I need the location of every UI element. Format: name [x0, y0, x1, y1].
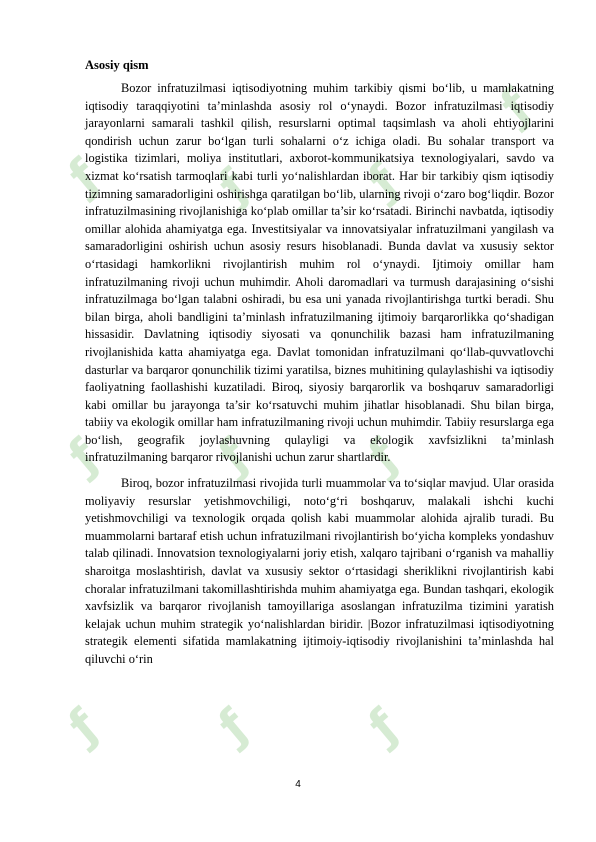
- watermark-glyph: ƒ: [207, 428, 259, 483]
- watermark-glyph: ƒ: [57, 428, 109, 483]
- document-body: [85, 56, 554, 669]
- watermark-glyph: ƒ: [57, 148, 109, 203]
- watermark-glyph: ƒ: [207, 158, 259, 213]
- body-paragraph: Bozor infratuzilmasi iqtisodiyotning muhim tarkibiy qismi bo‘lib, u mamlakatning iqtisodiy taraqqiyotini ta’minlashda asosiy rol o‘ynaydi. Bozor infratuzilmasi iqtisodiy jarayonlarni samarali tashkil qilish, resurslarni optimal taqsimlash va aholi ehtiyojlarini qondirish uchun zarur bo‘lgan turli sohalarni o‘z ichiga oladi. Bu sohalar transport va logistika tizimlari, moliya institutlari, axborot-kommunikatsiya texnologiyalari, savdo va xizmat ko‘rsatish tarmoqlari kabi turli yo‘nalishlardan iborat. Har bir tarkibiy qism iqtisodiy tizimning samaradorligini oshirishga qaratilgan bo‘lib, ularning rivoji o‘zaro bog‘liqdir. Bozor infratuzilmasining rivojlanishiga ko‘plab omillar ta’sir ko‘rsatadi. Birinchi navbatda, iqtisodiy omillar alohida ahamiyatga ega. Investitsiyalar va innovatsiyalar infratuzilmani yangilash va samaradorligini oshirish uchun asosiy resurs hisoblanadi. Bunda davlat va xususiy sektor o‘rtasidagi hamkorlikni rivojlantirish muhim rol o‘ynaydi. Ijtimoiy omillar ham infratuzilmaning rivoji uchun muhimdir. Aholi daromadlari va turmush darajasining o‘sishi infratuzilmaga bo‘lgan talabni oshiradi, bu esa uni yanada rivojlantirishga turtki beradi. Shu bilan birga, aholi bandligini ta’minlash infratuzilmaning ijtimoiy barqarorlikka qo‘shadigan hissasidir. Davlatning iqtisodiy siyosati va qonunchilik bazasi ham infratuzilmaning rivojlanishida katta ahamiyatga ega. Davlat tomonidan infratuzilmani qo‘llab-quvvatlovchi dasturlar va barqaror qonunchilik tizimi yaratilsa, biznes muhitining qulaylashishi va iqtisodiy faoliyatning faollashishi kuzatiladi. Biroq, siyosiy barqarorlik va boshqaruv samaradorligi kabi omillar bu jarayonga ta’sir ko‘rsatuvchi muhim jihatlar hisoblanadi. Shu bilan birga, tabiiy va ekologik omillar ham infratuzilmaning rivoji uchun muhimdir. Tabiiy resurslarga ega bo‘lish, geografik joylashuvning qulayligi va ekologik xavfsizlikni ta’minlash infratuzilmaning barqaror rivojlanishi uchun zarur shartlardir.: [85, 81, 554, 465]
- watermark-glyph: ƒ: [357, 153, 409, 208]
- body-paragraph: Biroq, bozor infratuzilmasi rivojida turli muammolar va to‘siqlar mavjud. Ular orasida moliyaviy resurslar yetishmovchiligi, noto‘g‘ri boshqaruv, malakali ishchi kuchi yetishmovchiligi va texnologik orqada qolish kabi muammolar alohida ajralib turadi. Bu muammolarni bartaraf etish uchun infratuzilmani rivojlantirish bo‘yicha kompleks yondashuv talab qilinadi. Innovatsion texnologiyalarni joriy etish, xalqaro tajribani o‘rganish va mahalliy sharoitga moslashtirish, davlat va xususiy sektor o‘rtasidagi sheriklikni rivojlantirish kabi choralar infratuzilmani takomillashtirishda muhim ahamiyatga ega. Bundan tashqari, ekologik xavfsizlik va barqaror rivojlanish tamoyillariga asoslangan infratuzilma tizimini yaratish kelajak uchun muhim strategik yo‘nalishlardan biridir. |Bozor infratuzilmasi iqtisodiyotning strategik elementi sifatida mamlakatning ijtimoiy-iqtisodiy rivojlanishini ta’minlashda hal qiluvchi o‘rin: [85, 476, 554, 666]
- watermark-mark: [207, 689, 306, 791]
- page-number: 4: [295, 779, 301, 790]
- watermark-mark: [57, 689, 156, 791]
- section-heading: Asosiy qism: [85, 58, 149, 72]
- watermark-glyph: ƒ: [489, 78, 541, 133]
- watermark-glyph: ƒ: [57, 698, 109, 753]
- watermark-glyph: ƒ: [357, 428, 409, 483]
- watermark-glyph: ƒ: [357, 698, 409, 753]
- watermark-glyph: ƒ: [207, 698, 259, 753]
- watermark-mark: [357, 689, 456, 791]
